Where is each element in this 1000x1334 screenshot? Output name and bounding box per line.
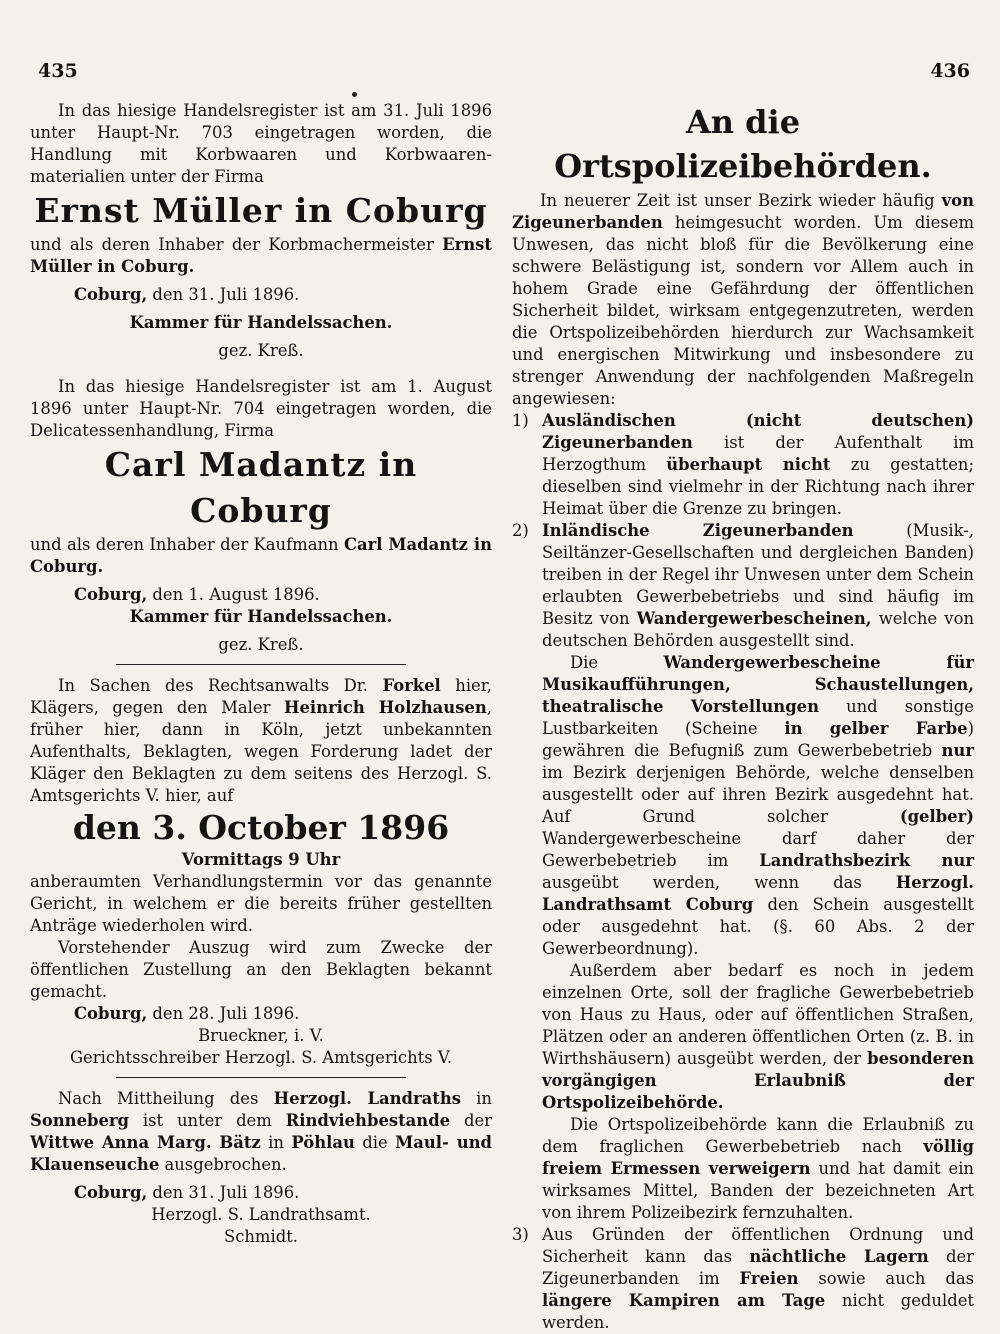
item-2-paragraph3 bbox=[542, 960, 974, 1114]
notice3-dateline bbox=[30, 1003, 492, 1025]
item-1-text bbox=[542, 410, 974, 520]
item-2-paragraph4 bbox=[542, 1114, 974, 1224]
notice2-text: In das hiesige Handelsregister ist am 1. August 1896 unter Haupt-Nr. 704 eingetragen worden, die Delicatessenhandlung, Firma bbox=[30, 377, 492, 440]
item-3-e: sowie auch das bbox=[798, 1269, 975, 1288]
notice1-owner-name: Ernst Müller in Coburg. bbox=[30, 235, 492, 276]
item-1-bold-a: Ausländischen (nicht deutschen) Zigeunerbanden bbox=[542, 411, 974, 452]
p4-a: Die Ortspolizeibehörde kann die Erlaubniß zu dem fraglichen Gewerbebetrieb nach bbox=[542, 1115, 974, 1156]
notice2-place: Coburg, bbox=[74, 585, 148, 604]
notice2-signed: gez. Kreß. bbox=[218, 635, 304, 654]
notice3-signer: Brueckner, i. V. bbox=[198, 1026, 324, 1045]
p2-d: in gelber Farbe bbox=[784, 719, 968, 738]
item-2-number: 2) bbox=[512, 521, 529, 540]
item-2 bbox=[512, 520, 974, 1224]
page-number-left: 435 bbox=[38, 60, 78, 82]
notice4-text-i: in bbox=[260, 1133, 292, 1152]
notice4-dateline bbox=[30, 1182, 492, 1204]
notice4-text-a: Nach Mittheilung des bbox=[58, 1089, 274, 1108]
item-3-g: nicht geduldet werden. bbox=[542, 1291, 975, 1332]
notice3-text-c: hier, Klägers, gegen den Maler bbox=[30, 676, 492, 717]
page-number-right: 436 bbox=[930, 60, 970, 82]
notice3-defendant: Heinrich Holzhausen bbox=[283, 698, 487, 717]
notice1-text: In das hiesige Handelsregister ist am 31. Juli 1896 unter Haupt-Nr. 703 eingetragen worden, die Handlung mit Korbwaaren und Korbwaaren-materialien unter der Firma bbox=[30, 101, 492, 186]
notice2-dateline bbox=[30, 584, 492, 606]
notice3-text-a: In Sachen des Rechtsanwalts Dr. bbox=[58, 676, 383, 695]
p2-h: (gelber) bbox=[899, 807, 974, 826]
notice3-plaintiff: Forkel bbox=[382, 676, 441, 695]
p2-a: Die bbox=[570, 653, 664, 672]
item-3-number: 3) bbox=[512, 1225, 529, 1244]
item-2-bold-c: Wandergewerbescheinen, bbox=[636, 609, 872, 628]
notice1-authority: Kammer für Handelssachen. bbox=[129, 313, 393, 332]
item-3-c: der Zigeunerbanden im bbox=[542, 1247, 975, 1288]
separator-rule bbox=[116, 664, 406, 665]
notice1-date: den 31. Juli 1896. bbox=[147, 285, 300, 304]
p2-k: ausgeübt werden, wenn das bbox=[542, 873, 896, 892]
p3-a: Außerdem aber bedarf es noch in jedem einzelnen Orte, soll der fragliche Gewerbebetrieb von Haus zu Haus, oder auf öffentlichen Straßen, Plätzen oder an anderen öffentlichen Orten (z. B. in Wirthshäusern) ausgeübt werden, der bbox=[542, 961, 974, 1068]
p2-c: und sonstige Lustbarkeiten (Scheine bbox=[542, 697, 974, 738]
notice3-big-date: den 3. October 1896 bbox=[72, 808, 450, 847]
notice3-paragraph1 bbox=[30, 675, 492, 807]
notice4-paragraph bbox=[30, 1088, 492, 1176]
notice1-firm: Ernst Müller in Coburg bbox=[34, 191, 488, 230]
right-intro bbox=[512, 190, 974, 410]
p2-e: ) gewähren die Befugniß zum Gewerbebetrieb bbox=[542, 719, 974, 760]
right-column bbox=[512, 100, 974, 1334]
notice2-date: den 1. August 1896. bbox=[147, 585, 320, 604]
item-2-text-b: (Musik-, Seiltänzer-Gesellschaften und dergleichen Banden) treiben in der Regel ihr Unwesen unter dem Schein erlaubten Gewerbebetriebs und sind häufig im Besitz von bbox=[542, 521, 974, 628]
p2-b: Wandergewerbescheine für Musikaufführungen, Schaustellungen, theatralische Vorstellungen bbox=[542, 653, 974, 716]
notice3-place: Coburg, bbox=[74, 1004, 148, 1023]
item-2-bold-a: Inländische Zigeunerbanden bbox=[542, 521, 854, 540]
item-2-body bbox=[542, 520, 974, 1224]
item-3 bbox=[512, 1224, 974, 1334]
notice4-office: Herzogl. S. Landrathsamt. bbox=[151, 1205, 371, 1224]
notice3-signer-title: Gerichtsschreiber Herzogl. S. Amtsgerichts V. bbox=[69, 1048, 453, 1067]
p2-f: nur bbox=[941, 741, 974, 760]
item-3-f: längere Kampiren am Tage bbox=[542, 1291, 826, 1310]
notice4-text-g: der bbox=[450, 1111, 492, 1130]
print-dot bbox=[352, 92, 357, 97]
notice2-owner-name: Carl Madantz in Coburg. bbox=[30, 535, 492, 576]
notice2-firm: Carl Madantz in Coburg bbox=[104, 445, 418, 530]
notice2-owner-prefix: und als deren Inhaber der Kaufmann bbox=[30, 535, 344, 554]
item-2-paragraph2 bbox=[542, 652, 974, 960]
notice4-text-e: ist unter dem bbox=[129, 1111, 286, 1130]
notice4-date: den 31. Juli 1896. bbox=[147, 1183, 300, 1202]
notice2-owner bbox=[30, 534, 492, 578]
notice3-paragraph2: anberaumten Verhandlungstermin vor das genannte Gericht, in welchem er die bereits früher gestellten Anträge wiederholen wird. bbox=[30, 872, 492, 935]
p2-m: den Schein ausgestellt oder ausgedehnt hat. (§. 60 Abs. 2 der Gewerbeordnung). bbox=[542, 895, 975, 958]
notice4-owner: Wittwe Anna Marg. Bätz bbox=[30, 1133, 261, 1152]
notice2-authority: Kammer für Handelssachen. bbox=[129, 607, 393, 626]
intro-text-c: heimgesucht worden. Um diesem Unwesen, das nicht bloß für die Bevölkerung eine schwere Belästigung ist, sondern vor Allem auch in hohem Grade eine Gefährdung der öffentlichen Sicherheit bildet, wirksam entgegenzutreten, werden die Ortspolizeibehörden hierdurch zur Wachsamkeit und energischen Mitwirkung und insbesondere zu strenger Anwendung der nachfolgenden Maßregeln angewiesen: bbox=[512, 213, 974, 408]
notice1-dateline bbox=[30, 284, 492, 306]
p4-b: völlig freiem Ermessen verweigern bbox=[542, 1137, 974, 1178]
item-1-text-d: zu gestatten; dieselben sind vielmehr in der Richtung nach ihrer Heimat über die Grenze zu bringen. bbox=[542, 455, 974, 518]
notice4-cattle: Rindviehbestande bbox=[285, 1111, 451, 1130]
item-3-b: nächtliche Lagern bbox=[749, 1247, 929, 1266]
item-3-d: Freien bbox=[739, 1269, 799, 1288]
item-2-text-d: welche von deutschen Behörden ausgestellt sind. bbox=[542, 609, 974, 650]
notice4-authority: Herzogl. Landraths bbox=[273, 1089, 461, 1108]
notice3-text-e: , früher hier, dann in Köln, jetzt unbekannten Aufenthalts, Beklagten, wegen Forderung ladet der Kläger den Beklagten zu dem seitens des Herzogl. S. Amtsgerichts V. hier, auf bbox=[30, 698, 492, 805]
p2-i: Wandergewerbescheine darf daher der Gewerbebetrieb im bbox=[542, 829, 974, 870]
left-column bbox=[30, 100, 492, 1248]
item-3-a: Aus Gründen der öffentlichen Ordnung und Sicherheit kann das bbox=[542, 1225, 974, 1266]
p3-b: besonderen vorgängigen Erlaubniß der Ortspolizeibehörde. bbox=[542, 1049, 974, 1112]
notice4-name: Schmidt. bbox=[223, 1227, 299, 1246]
item-1-bold-c: überhaupt nicht bbox=[666, 455, 831, 474]
notice4-text-k: die bbox=[354, 1133, 396, 1152]
notice4-village: Pöhlau bbox=[291, 1133, 355, 1152]
p4-c: und hat damit ein wirksames Mittel, Banden der bezeichneten Art von ihrem Polizeibezirk fernzuhalten. bbox=[542, 1159, 974, 1222]
separator-rule-2 bbox=[116, 1077, 406, 1078]
notice1-place: Coburg, bbox=[74, 285, 148, 304]
item-1-text-b: ist der Aufenthalt im Herzogthum bbox=[542, 433, 974, 474]
item-1 bbox=[512, 410, 974, 520]
intro-bands: von Zigeunerbanden bbox=[512, 191, 974, 232]
p2-j: Landrathsbezirk nur bbox=[759, 851, 974, 870]
intro-text-a: In neuerer Zeit ist unser Bezirk wieder häufig bbox=[540, 191, 942, 210]
notice1-owner bbox=[30, 234, 492, 278]
p2-l: Herzogl. Landrathsamt Coburg bbox=[542, 873, 974, 914]
notice3-date: den 28. Juli 1896. bbox=[147, 1004, 300, 1023]
notice4-disease: Maul- und Klauenseuche bbox=[30, 1133, 492, 1174]
p2-g: im Bezirk derjenigen Behörde, welche denselben ausgestellt oder auf ihren Bezirk ausgedehnt hat. Auf Grund solcher bbox=[542, 763, 974, 826]
notice3-time: Vormittags 9 Uhr bbox=[181, 850, 341, 869]
right-heading: An die Ortspolizeibehörden. bbox=[554, 103, 932, 185]
notice3-paragraph3: Vorstehender Auszug wird zum Zwecke der öffentlichen Zustellung an den Beklagten bekannt gemacht. bbox=[30, 938, 492, 1001]
item-1-number: 1) bbox=[512, 411, 529, 430]
notice4-town: Sonneberg bbox=[30, 1111, 130, 1130]
item-3-text bbox=[542, 1224, 974, 1334]
notice1-signed: gez. Kreß. bbox=[218, 341, 304, 360]
notice1-owner-prefix: und als deren Inhaber der Korbmachermeister bbox=[30, 235, 443, 254]
notice4-text-c: in bbox=[460, 1089, 492, 1108]
notice4-text-m: ausgebrochen. bbox=[159, 1155, 287, 1174]
notice4-place: Coburg, bbox=[74, 1183, 148, 1202]
item-2-paragraph1 bbox=[542, 520, 974, 652]
